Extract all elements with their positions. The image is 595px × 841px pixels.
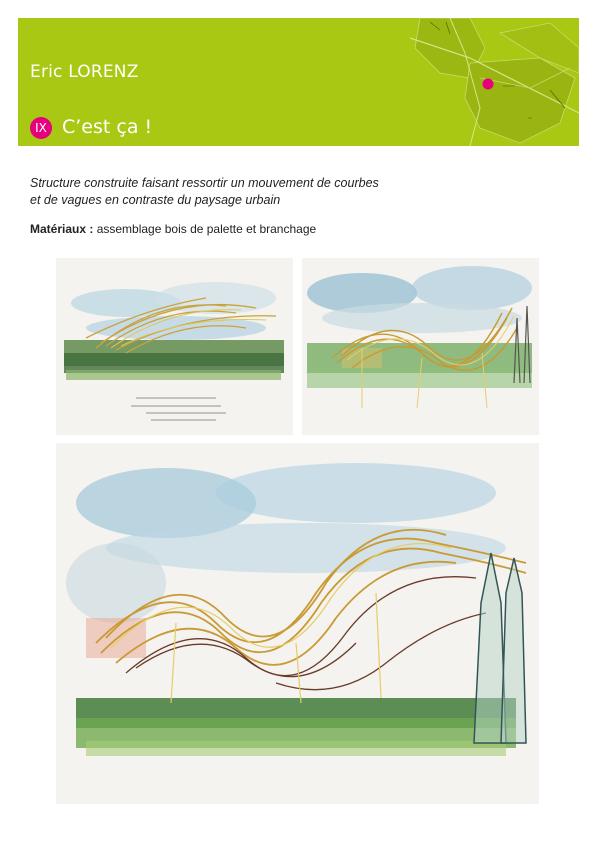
description-line-2: et de vagues en contraste du paysage urbain (30, 193, 281, 207)
project-number-badge: IX (30, 117, 52, 139)
sketch-image-2 (302, 258, 539, 435)
materials-value: assemblage bois de palette et branchage (93, 222, 317, 236)
site-map (410, 18, 579, 146)
materials-label: Matériaux : (30, 222, 94, 236)
description-line-1: Structure construite faisant ressortir un mouvement de courbes (30, 176, 379, 190)
sketch-image-3 (56, 443, 539, 804)
author-name: Eric LORENZ (30, 62, 139, 82)
sketch-image-1 (56, 258, 293, 435)
header-banner (18, 18, 579, 146)
project-description (30, 175, 530, 209)
project-title: C’est ça ! (62, 116, 153, 138)
materials-line (30, 222, 316, 236)
